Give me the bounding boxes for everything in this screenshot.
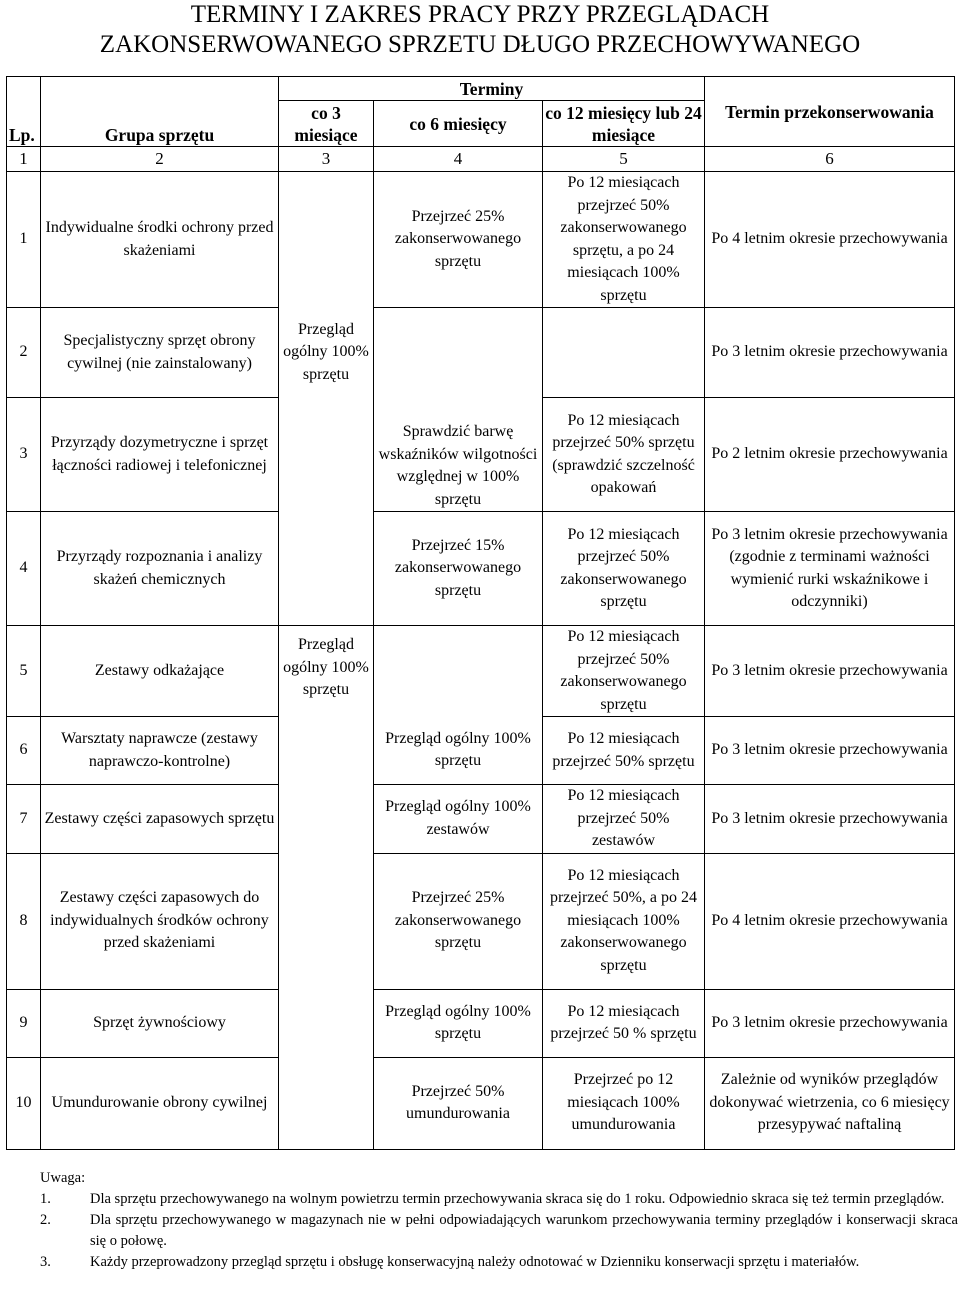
note-item [40,1252,958,1273]
note-number: 3. [40,1254,51,1270]
table-row [7,626,955,717]
row-lp: 8 [7,853,41,989]
table-row [7,172,955,308]
row-termin: Zależnie od wyników przeglądów dokonywać wietrzenia, co 6 miesięcy przesypywać naftaliną [705,1057,955,1149]
note-number: 1. [40,1191,51,1207]
column-number-row [7,147,955,172]
table-row [7,989,955,1057]
row-co6: Przejrzeć 25% zakonserwowanego sprzętu [374,172,543,308]
co3-przeglad-a: Przegląd ogólny 100% sprzętu [283,320,369,383]
note-item [40,1189,958,1210]
row-co6-empty [374,626,543,717]
row-co6: Przegląd ogólny 100% sprzętu [374,989,543,1057]
row-termin: Po 4 letnim okresie przechowywania [705,172,955,308]
row-lp: 10 [7,1057,41,1149]
row-co6: Przejrzeć 15% zakonserwowanego sprzętu [374,512,543,626]
note-number: 2. [40,1212,51,1228]
table-row [7,308,955,398]
title-line-1: TERMINY I ZAKRES PRACY PRZY PRZEGLĄDACH [190,1,770,28]
notes-section [40,1168,958,1273]
note-text: Każdy przeprowadzony przegląd sprzętu i obsługę konserwacyjną należy odnotować w Dzienniku konserwacji sprzętu i materiałów. [90,1254,860,1270]
col-number: 6 [705,147,955,172]
row-co3-empty [279,172,374,308]
header-co12: co 12 miesięcy lub 24 miesiące [543,101,705,147]
row-grupa: Zestawy odkażające [41,626,279,717]
row-co12: Przejrzeć po 12 miesiącach 100% umundurowania [543,1057,705,1149]
row-lp: 5 [7,626,41,717]
row-termin: Po 3 letnim okresie przechowywania [705,989,955,1057]
row-co6: Przejrzeć 25% zakonserwowanego sprzętu [374,853,543,989]
row-termin: Po 3 letnim okresie przechowywania [705,626,955,717]
table-row [7,853,955,989]
header-terminy: Terminy [279,77,705,101]
row-co12: Po 12 miesiącach przejrzeć 50% sprzętu [543,717,705,785]
header-grupa: Grupa sprzętu [41,77,279,147]
row-lp: 9 [7,989,41,1057]
row-lp: 1 [7,172,41,308]
row-lp: 6 [7,717,41,785]
row-termin: Po 3 letnim okresie przechowywania (zgodnie z terminami ważności wymienić rurki wskaźnikowe i odczynniki) [705,512,955,626]
row-lp: 4 [7,512,41,626]
co3-merged-cell-b [279,626,374,1150]
header-termin: Termin przekonserwowania [705,77,955,147]
row-co6: Sprawdzić barwę wskaźników wilgotności względnej w 100% sprzętu [374,308,543,512]
row-co6: Przegląd ogólny 100% sprzętu [374,717,543,785]
row-lp: 7 [7,785,41,854]
row-grupa: Warsztaty naprawcze (zestawy naprawczo-kontrolne) [41,717,279,785]
row-co12-empty [543,308,705,398]
col-number: 2 [41,147,279,172]
title-line-2: ZAKONSERWOWANEGO SPRZETU DŁUGO PRZECHOWYWANEGO [99,31,861,58]
row-co12: Po 12 miesiącach przejrzeć 50 % sprzętu [543,989,705,1057]
col-number: 1 [7,147,41,172]
row-termin: Po 4 letnim okresie przechowywania [705,853,955,989]
row-co6: Przejrzeć 50% umundurowania [374,1057,543,1149]
table-row [7,1057,955,1149]
co3-przeglad-b: Przegląd ogólny 100% sprzętu [283,636,369,698]
row-grupa: Przyrządy dozymetryczne i sprzęt łączności radiowej i telefonicznej [41,398,279,512]
row-termin: Po 2 letnim okresie przechowywania [705,398,955,512]
header-lp: Lp. [7,77,41,147]
header-co6: co 6 miesięcy [374,101,543,147]
row-termin: Po 3 letnim okresie przechowywania [705,308,955,398]
col-number: 5 [543,147,705,172]
row-grupa: Indywidualne środki ochrony przed skażeniami [41,172,279,308]
row-co6: Przegląd ogólny 100% zestawów [374,785,543,854]
row-co12: Po 12 miesiącach przejrzeć 50% zakonserwowanego sprzętu [543,512,705,626]
row-co12: Po 12 miesiącach przejrzeć 50% sprzętu (sprawdzić szczelność opakowań [543,398,705,512]
row-co12: Po 12 miesiącach przejrzeć 50% zakonserwowanego sprzętu, a po 24 miesiącach 100% sprzętu [543,172,705,308]
note-text: Dla sprzętu przechowywanego w magazynach nie w pełni odpowiadających warunkom przechowywania terminy przeglądów i konserwacji skraca się o połowę. [90,1212,958,1249]
row-lp: 2 [7,308,41,398]
row-grupa: Zestawy części zapasowych do indywidualnych środków ochrony przed skażeniami [41,853,279,989]
row-co12: Po 12 miesiącach przejrzeć 50% zestawów [543,785,705,854]
row-grupa: Przyrządy rozpoznania i analizy skażeń chemicznych [41,512,279,626]
row-grupa: Umundurowanie obrony cywilnej [41,1057,279,1149]
row-termin: Po 3 letnim okresie przechowywania [705,717,955,785]
row-co12: Po 12 miesiącach przejrzeć 50%, a po 24 miesiącach 100% zakonserwowanego sprzętu [543,853,705,989]
maintenance-schedule-table [6,76,955,1150]
header-co3: co 3 miesiące [279,101,374,147]
note-item [40,1210,958,1252]
row-grupa: Zestawy części zapasowych sprzętu [41,785,279,854]
col-number: 4 [374,147,543,172]
row-grupa: Sprzęt żywnościowy [41,989,279,1057]
row-termin: Po 3 letnim okresie przechowywania [705,785,955,854]
row-co12: Po 12 miesiącach przejrzeć 50% zakonserwowanego sprzętu [543,626,705,717]
table-row [7,717,955,785]
table-row [7,785,955,854]
notes-heading: Uwaga: [40,1170,86,1186]
co3-merged-cell [279,308,374,626]
row-lp: 3 [7,398,41,512]
note-text: Dla sprzętu przechowywanego na wolnym powietrzu termin przechowywania skraca się do 1 roku. Odpowiednio skraca się też termin przeglądów. [90,1191,945,1207]
col-number: 3 [279,147,374,172]
page-title [0,0,960,60]
table-row [7,512,955,626]
row-grupa: Specjalistyczny sprzęt obrony cywilnej (nie zainstalowany) [41,308,279,398]
